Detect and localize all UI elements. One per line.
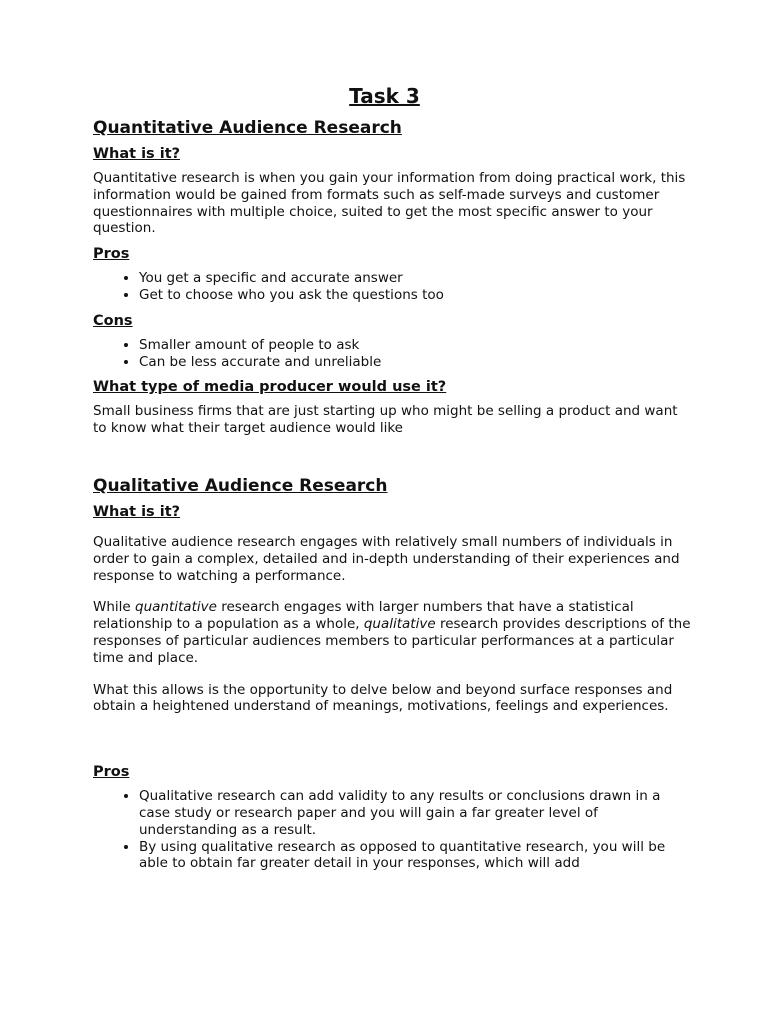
subheading-pros: Pros <box>93 764 130 781</box>
media-producer-text: Small business firms that are just starting up who might be selling a product and want to know what their target audience would like <box>93 403 678 437</box>
cons-list <box>93 337 693 371</box>
opportunity-paragraph: What this allows is the opportunity to delve below and beyond surface responses and obtain a heightened understand of meanings, motivations, feelings and experiences. <box>93 681 673 715</box>
list-item: • You get a specific and accurate answer <box>139 270 693 287</box>
quantitative-definition: Quantitative research is when you gain your information from doing practical work, this information would be gained from formats such as self-made surveys and customer questionnaires with multiple choice, suited to get the most specific answer to your question. <box>93 170 686 237</box>
qualitative-definition: Qualitative audience research engages with relatively small numbers of individuals in order to gain a complex, detailed and in-depth understanding of their experiences and response to watching a performance. <box>93 533 680 584</box>
list-item: • Qualitative research can add validity to any results or conclusions drawn in a case study or research paper and you will gain a far greater level of understanding as a result. <box>139 788 693 838</box>
section-heading-quantitative: Quantitative Audience Research <box>93 118 402 138</box>
list-item: • Smaller amount of people to ask <box>139 337 693 354</box>
subheading-cons: Cons <box>93 312 133 329</box>
subheading-pros: Pros <box>93 246 130 263</box>
subheading-media-producer: What type of media producer would use it? <box>93 379 447 396</box>
emphasis-qualitative: qualitative <box>363 616 436 633</box>
text-run: research provides descriptions of the responses of particular audiences members to particular performances at a particular time and place. <box>93 616 691 666</box>
document-body <box>93 84 693 881</box>
list-item: • By using qualitative research as opposed to quantitative research, you will be able to obtain far greater detail in your responses, which will add <box>139 839 693 873</box>
text-run: While <box>93 599 136 616</box>
section-heading-qualitative: Qualitative Audience Research <box>93 475 388 496</box>
pros-list <box>93 270 693 304</box>
list-item: • Can be less accurate and unreliable <box>139 354 693 371</box>
comparison-paragraph <box>93 599 693 666</box>
list-item: • Get to choose who you ask the questions too <box>139 287 693 304</box>
pros-list <box>93 788 693 872</box>
subheading-what-is-it: What is it? <box>93 146 181 162</box>
emphasis-quantitative: quantitative <box>135 599 217 616</box>
subheading-what-is-it: What is it? <box>93 503 181 520</box>
text-run: research engages with larger numbers that have a statistical relationship to a population as a whole, <box>93 599 634 633</box>
page-title: Task 3 <box>349 84 420 108</box>
